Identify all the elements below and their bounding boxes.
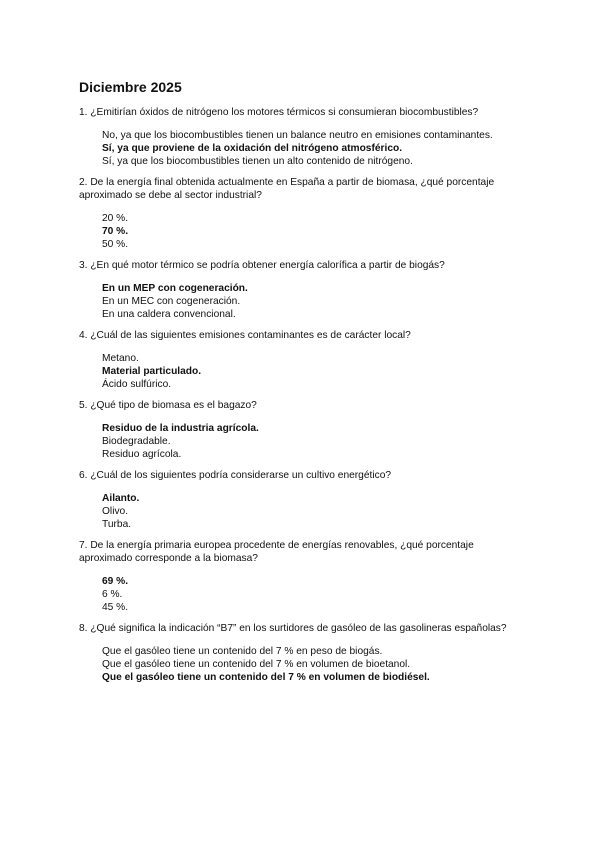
answer-option: En una caldera convencional. (102, 309, 236, 320)
question-6 (79, 469, 519, 531)
answer-option: Que el gasóleo tiene un contenido del 7 % en volumen de bioetanol. (102, 659, 411, 670)
question-4 (79, 329, 519, 391)
document-page (79, 78, 519, 692)
answer-options (79, 492, 519, 531)
correct-answer-option: Material particulado. (102, 366, 202, 377)
answer-options (79, 422, 519, 461)
correct-answer-option: 70 %. (102, 226, 129, 237)
question-text: 4. ¿Cuál de las siguientes emisiones contaminantes es de carácter local? (79, 330, 411, 341)
question-text: 6. ¿Cuál de los siguientes podría considerarse un cultivo energético? (79, 470, 392, 481)
question-7 (79, 539, 519, 614)
question-text: 1. ¿Emitirían óxidos de nitrógeno los motores térmicos si consumieran biocombustibles? (79, 107, 479, 118)
correct-answer-option: Que el gasóleo tiene un contenido del 7 % en volumen de biodiésel. (102, 672, 430, 683)
answer-options (79, 575, 519, 614)
answer-options (79, 645, 519, 684)
question-3 (79, 259, 519, 321)
question-1 (79, 106, 519, 168)
answer-options (79, 282, 519, 321)
answer-option: Ácido sulfúrico. (102, 379, 172, 390)
answer-option: Que el gasóleo tiene un contenido del 7 % en peso de biogás. (102, 646, 383, 657)
page-title: Diciembre 2025 (79, 79, 182, 95)
answer-options (79, 129, 519, 168)
question-text: 5. ¿Qué tipo de biomasa es el bagazo? (79, 400, 257, 411)
answer-option: Residuo agrícola. (102, 449, 182, 460)
answer-option: 45 %. (102, 602, 129, 613)
answer-option: 50 %. (102, 239, 129, 250)
question-8 (79, 622, 519, 684)
answer-option: En un MEC con cogeneración. (102, 296, 241, 307)
correct-answer-option: Sí, ya que proviene de la oxidación del nitrógeno atmosférico. (102, 143, 403, 154)
question-text: 2. De la energía final obtenida actualmente en España a partir de biomasa, ¿qué porcentaje aproximado se debe al sector industrial? (79, 177, 495, 201)
answer-option: 6 %. (102, 589, 123, 600)
answer-option: Turba. (102, 519, 132, 530)
question-list (79, 106, 519, 684)
question-2 (79, 176, 519, 251)
question-5 (79, 399, 519, 461)
question-text: 7. De la energía primaria europea procedente de energías renovables, ¿qué porcentaje aproximado corresponde a la biomasa? (79, 540, 474, 564)
correct-answer-option: Ailanto. (102, 493, 140, 504)
answer-option: Sí, ya que los biocombustibles tienen un alto contenido de nitrógeno. (102, 156, 413, 167)
correct-answer-option: Residuo de la industria agrícola. (102, 423, 259, 434)
answer-option: No, ya que los biocombustibles tienen un balance neutro en emisiones contaminantes. (102, 130, 493, 141)
question-text: 8. ¿Qué significa la indicación “B7” en los surtidores de gasóleo de las gasolineras españolas? (79, 623, 507, 634)
answer-option: Biodegradable. (102, 436, 171, 447)
answer-option: Olivo. (102, 506, 129, 517)
answer-options (79, 212, 519, 251)
answer-option: 20 %. (102, 213, 129, 224)
answer-options (79, 352, 519, 391)
question-text: 3. ¿En qué motor térmico se podría obtener energía calorífica a partir de biogás? (79, 260, 445, 271)
correct-answer-option: En un MEP con cogeneración. (102, 283, 248, 294)
answer-option: Metano. (102, 353, 139, 364)
correct-answer-option: 69 %. (102, 576, 129, 587)
